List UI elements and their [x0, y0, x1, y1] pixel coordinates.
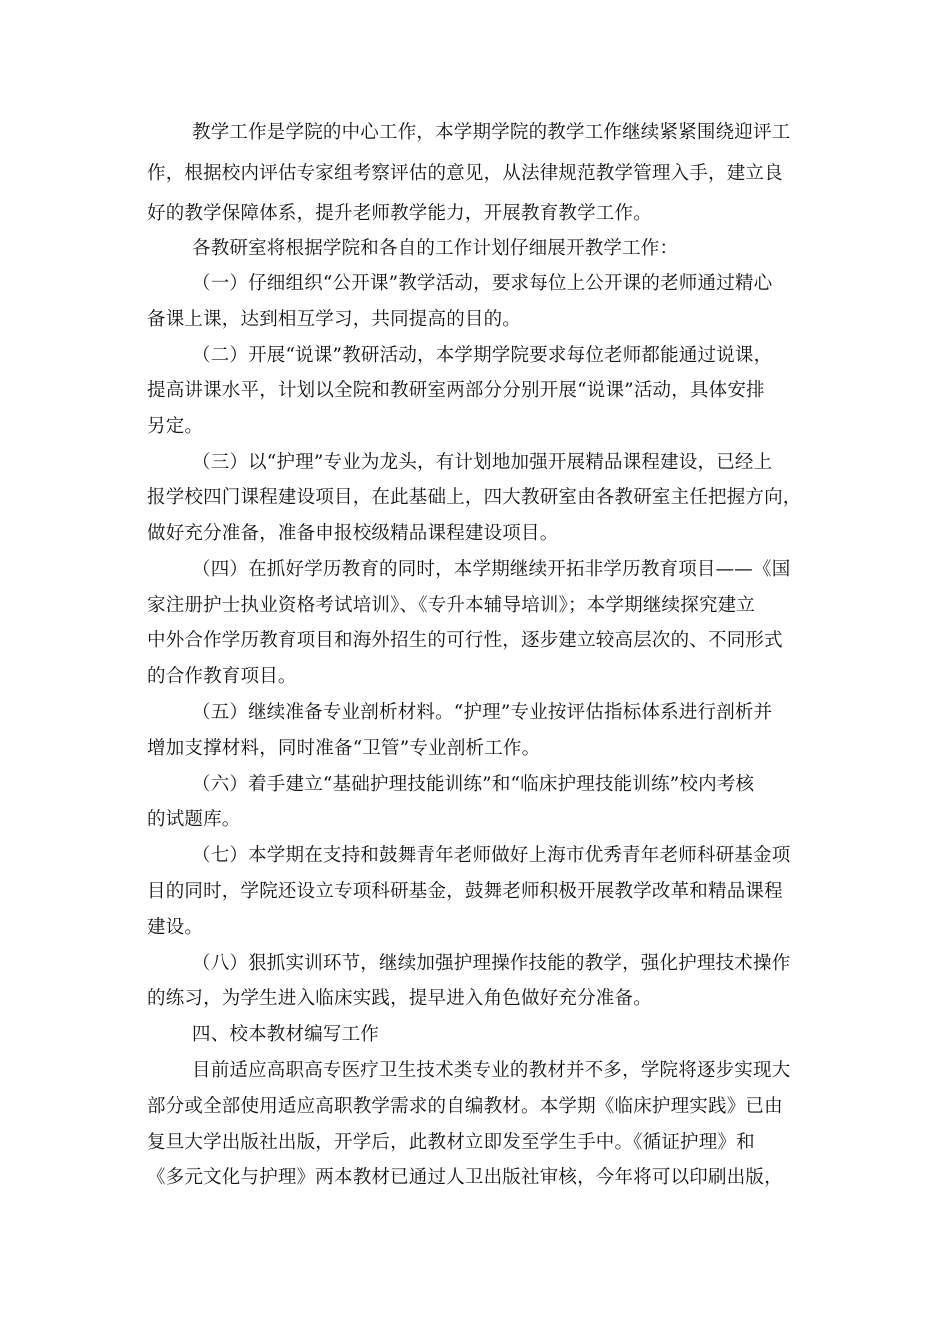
text-line: 增加支撑材料，同时准备“卫管”专业剖析工作。 [147, 738, 541, 759]
section-heading: 四、校本教材编写工作 [192, 1024, 380, 1045]
text-line: 报学校四门课程建设项目，在此基础上，四大教研室由各教研室主任把握方向， [147, 487, 802, 508]
text-line: 提高讲课水平，计划以全院和教研室两部分分别开展“说课”活动，具体安排 [147, 380, 765, 401]
text-line: 建设。 [147, 917, 204, 938]
text-line: 的合作教育项目。 [147, 666, 297, 687]
text-line: 另定。 [147, 416, 204, 437]
text-line: 家注册护士执业资格考试培训》、《专升本辅导培训》；本学期继续探究建立 [147, 595, 756, 616]
text-line: 做好充分准备，准备申报校级精品课程建设项目。 [147, 523, 559, 544]
text-line: 教学工作是学院的中心工作，本学期学院的教学工作继续紧紧围绕迎评工 [192, 122, 791, 143]
text-line: 的试题库。 [147, 809, 241, 830]
text-line: 备课上课，达到相互学习，共同提高的目的。 [147, 309, 522, 330]
text-line: （五）继续准备专业剖析材料。“护理”专业按评估指标体系进行剖析并 [192, 702, 773, 723]
text-line: 中外合作学历教育项目和海外招生的可行性，逐步建立较高层次的、不同形式 [147, 630, 783, 651]
text-line: 的练习，为学生进入临床实践，提早进入角色做好充分准备。 [147, 988, 652, 1009]
text-line: （八）狠抓实训环节，继续加强护理操作技能的教学，强化护理技术操作 [192, 953, 791, 974]
text-line: 复旦大学出版社出版，开学后，此教材立即发至学生手中。《循证护理》和 [147, 1132, 755, 1153]
text-line: 目的同时，学院还设立专项科研基金，鼓舞老师积极开展教学改革和精品课程 [147, 881, 783, 902]
text-line: 目前适应高职高专医疗卫生技术类专业的教材并不多，学院将逐步实现大 [192, 1060, 791, 1081]
text-line: （六）着手建立“基础护理技能训练”和“临床护理技能训练”校内考核 [192, 774, 755, 795]
text-line: 《多元文化与护理》两本教材已通过人卫出版社审核，今年将可以印刷出版， [147, 1167, 783, 1188]
text-line: 作，根据校内评估专家组考察评估的意见，从法律规范教学管理入手，建立良 [147, 163, 783, 184]
text-line: （七）本学期在支持和鼓舞青年老师做好上海市优秀青年老师科研基金项 [192, 845, 791, 866]
text-line: 各教研室将根据学院和各自的工作计划仔细展开教学工作： [192, 238, 679, 259]
text-line: （三）以“护理”专业为龙头，有计划地加强开展精品课程建设，已经上 [192, 452, 773, 473]
text-line: （二）开展“说课”教研活动，本学期学院要求每位老师都能通过说课， [192, 345, 773, 366]
text-line: （四）在抓好学历教育的同时，本学期继续开拓非学历教育项目——《国 [192, 559, 791, 580]
text-line: 好的教学保障体系，提升老师教学能力，开展教育教学工作。 [147, 203, 652, 224]
text-line: （一）仔细组织“公开课”教学活动，要求每位上公开课的老师通过精心 [192, 273, 773, 294]
text-line: 部分或全部使用适应高职教学需求的自编教材。本学期《临床护理实践》已由 [147, 1096, 783, 1117]
